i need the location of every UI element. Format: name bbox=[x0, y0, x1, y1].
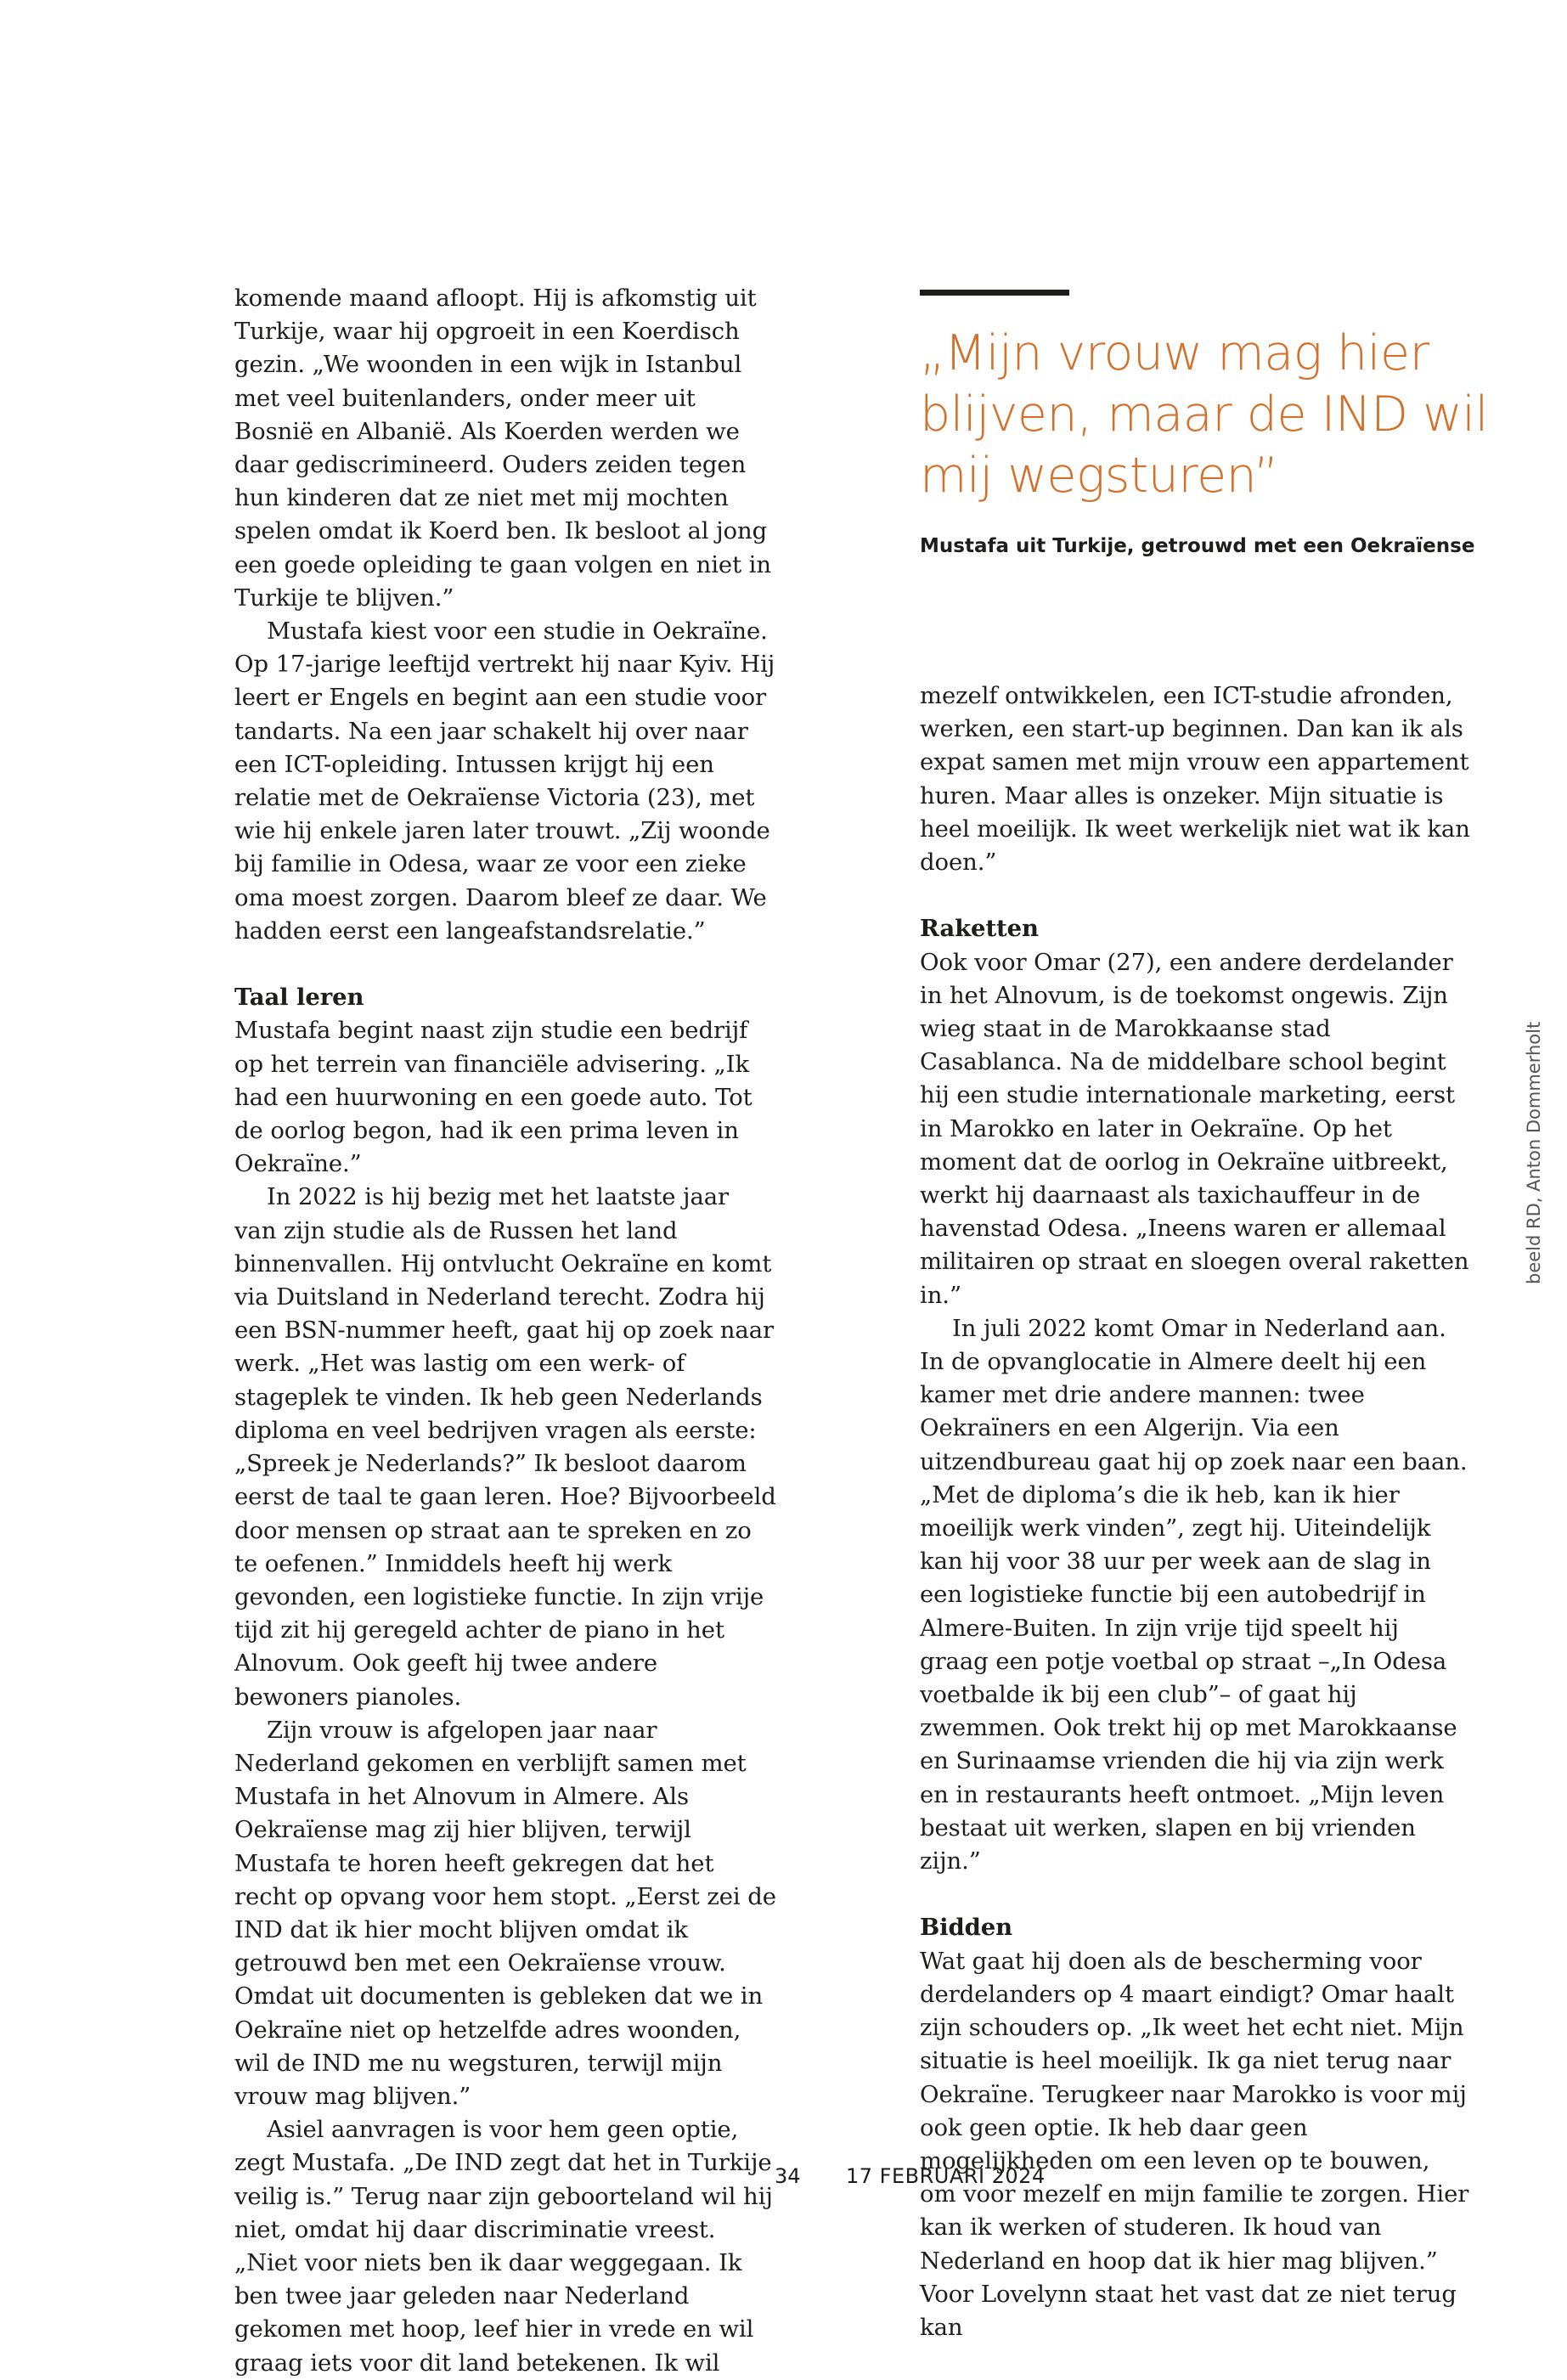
body-paragraph: Zijn vrouw is afgelopen jaar naar Nederland gekomen en verblijft samen met Mustafa in het Alnovum in Almere. Als Oekraïense mag zij hier blijven, terwijl Mustafa te horen heeft gekregen dat het recht op opvang voor hem stopt. „Eerst zei de IND dat ik hier mocht blijven omdat ik getrouwd ben met een Oekraïense vrouw. Omdat uit documenten is gebleken dat we in Oekraïne niet op hetzelfde adres woonden, wil de IND me nu wegsturen, terwijl mijn vrouw mag blijven.” bbox=[234, 1716, 776, 2110]
body-paragraph: mezelf ontwikkelen, een ICT-studie afronden, werken, een start-up beginnen. Dan kan ik als expat samen met mijn vrouw een appartement huren. Maar alles is onzeker. Mijn situatie is heel moeilijk. Ik weet werkelijk niet wat ik kan doen.” bbox=[920, 682, 1470, 877]
pull-quote-rule bbox=[920, 290, 1069, 296]
section-heading-taal-leren: Taal leren bbox=[234, 984, 364, 1012]
body-paragraph: Mustafa kiest voor een studie in Oekraïne. Op 17-jarige leeftijd vertrekt hij naar Kyiv. Hij leert er Engels en begint aan een studie voor tandarts. Na een jaar schakelt hij over naar een ICT-opleiding. Intussen krijgt hij een relatie met de Oekraïense Victoria (23), met wie hij enkele jaren later trouwt. „Zij woonde bij familie in Odesa, waar ze voor een zieke oma moest zorgen. Daarom bleef ze daar. We hadden eerst een langeafstandsrelatie.” bbox=[234, 618, 775, 945]
body-paragraph: Mustafa begint naast zijn studie een bedrijf op het terrein van financiële advisering. „Ik had een huurwoning en een goede auto. Tot de oorlog begon, had ik een prima leven in Oekraïne.” bbox=[234, 1017, 752, 1178]
body-paragraph: komende maand afloopt. Hij is afkomstig uit Turkije, waar hij opgroeit in een Koerdisch gezin. „We woonden in een wijk in Istanbul met veel buitenlanders, onder meer uit Bosnië en Albanië. Als Koerden werden we daar gediscrimineerd. Ouders zeiden tegen hun kinderen dat ze niet met mij mochten spelen omdat ik Koerd ben. Ik besloot al jong een goede opleiding te gaan volgen en niet in Turkije te blijven.” bbox=[234, 285, 771, 612]
section-heading-bidden: Bidden bbox=[920, 1914, 1013, 1942]
body-paragraph: In 2022 is hij bezig met het laatste jaar van zijn studie als de Russen het land binnenvallen. Hij ontvlucht Oekraïne en komt via Duitsland in Nederland terecht. Zodra hij een BSN-nummer heeft, gaat hij op zoek naar werk. „Het was lastig om een werk- of stageplek te vinden. Ik heb geen Nederlands diploma en veel bedrijven vragen als eerste: „Spreek je Nederlands?” Ik besloot daarom eerst de taal te gaan leren. Hoe? Bijvoorbeeld door mensen op straat aan te spreken en zo te oefenen.” Inmiddels heeft hij werk gevonden, een logistieke functie. In zijn vrije tijd zit hij geregeld achter de piano in het Alnovum. Ook geeft hij twee andere bewoners pianoles. bbox=[234, 1183, 776, 1711]
issue-date: 17 FEBRUARI 2024 bbox=[846, 2164, 1046, 2188]
body-paragraph: Ook voor Omar (27), een andere derdelander in het Alnovum, is de toekomst ongewis. Zijn wieg staat in de Marokkaanse stad Casablanca. Na de middelbare school begint hij een studie internationale marketing, eerst in Marokko en later in Oekraïne. Op het moment dat de oorlog in Oekraïne uitbreekt, werkt hij daarnaast als taxichauffeur in de havenstad Odesa. „Ineens waren er allemaal militairen op straat en sloegen overal raketten in.” bbox=[920, 948, 1469, 1309]
pull-quote-caption: Mustafa uit Turkije, getrouwd met een Oekraïense bbox=[920, 535, 1475, 557]
paragraph-gap bbox=[920, 879, 1472, 912]
paragraph-gap bbox=[234, 948, 778, 981]
page-number: 34 bbox=[775, 2164, 801, 2188]
body-paragraph: In juli 2022 komt Omar in Nederland aan. In de opvanglocatie in Almere deelt hij een kamer met drie andere mannen: twee Oekraïners en een Algerijn. Via een uitzendbureau gaat hij op zoek naar een baan. „Met de diploma’s die ik heb, kan ik hier moeilijk werk vinden”, zegt hij. Uiteindelijk kan hij voor 38 uur per week aan de slag in een logistieke functie bij een autobedrijf in Almere-Buiten. In zijn vrije tijd speelt hij graag een potje voetbal op straat –„In Odesa voetbalde ik bij een club”– of gaat hij zwemmen. Ook trekt hij op met Marokkaanse en Surinaamse vrienden die hij via zijn werk en in restaurants heeft ontmoet. „Mijn leven bestaat uit werken, slapen en bij vrienden zijn.” bbox=[920, 1314, 1468, 1875]
section-heading-raketten: Raketten bbox=[920, 915, 1039, 943]
body-paragraph: Wat gaat hij doen als de bescherming voor derdelanders op 4 maart eindigt? Omar haalt zijn schouders op. „Ik weet het echt niet. Mijn situatie is heel moeilijk. Ik ga niet terug naar Oekraïne. Terugkeer naar Marokko is voor mij ook geen optie. Ik heb daar geen mogelijkheden om een leven op te bouwen, om voor mezelf en mijn familie te zorgen. Hier kan ik werken of studeren. Ik houd van Nederland en hoop dat ik hier mag blijven.” Voor Lovelynn staat het vast dat ze niet terug kan bbox=[920, 1947, 1469, 2341]
photo-credit: beeld RD, Anton Dommerholt bbox=[1524, 1021, 1544, 1284]
body-paragraph: Asiel aanvragen is voor hem geen optie, zegt Mustafa. „De IND zegt dat het in Turkije veilig is.” Terug naar zijn geboorteland wil hij niet, omdat hij daar discriminatie vreest. „Niet voor niets ben ik daar weggegaan. Ik ben twee jaar geleden naar Nederland gekomen met hoop, leef hier in vrede en wil graag iets voor dit land betekenen. Ik wil bbox=[234, 2116, 773, 2377]
pull-quote: „Mijn vrouw mag hier blijven, maar de IND wil mij wegsturen” bbox=[920, 325, 1488, 504]
paragraph-gap bbox=[920, 1878, 1472, 1911]
article-column-right bbox=[920, 680, 1472, 2344]
article-column-left bbox=[234, 282, 778, 2380]
